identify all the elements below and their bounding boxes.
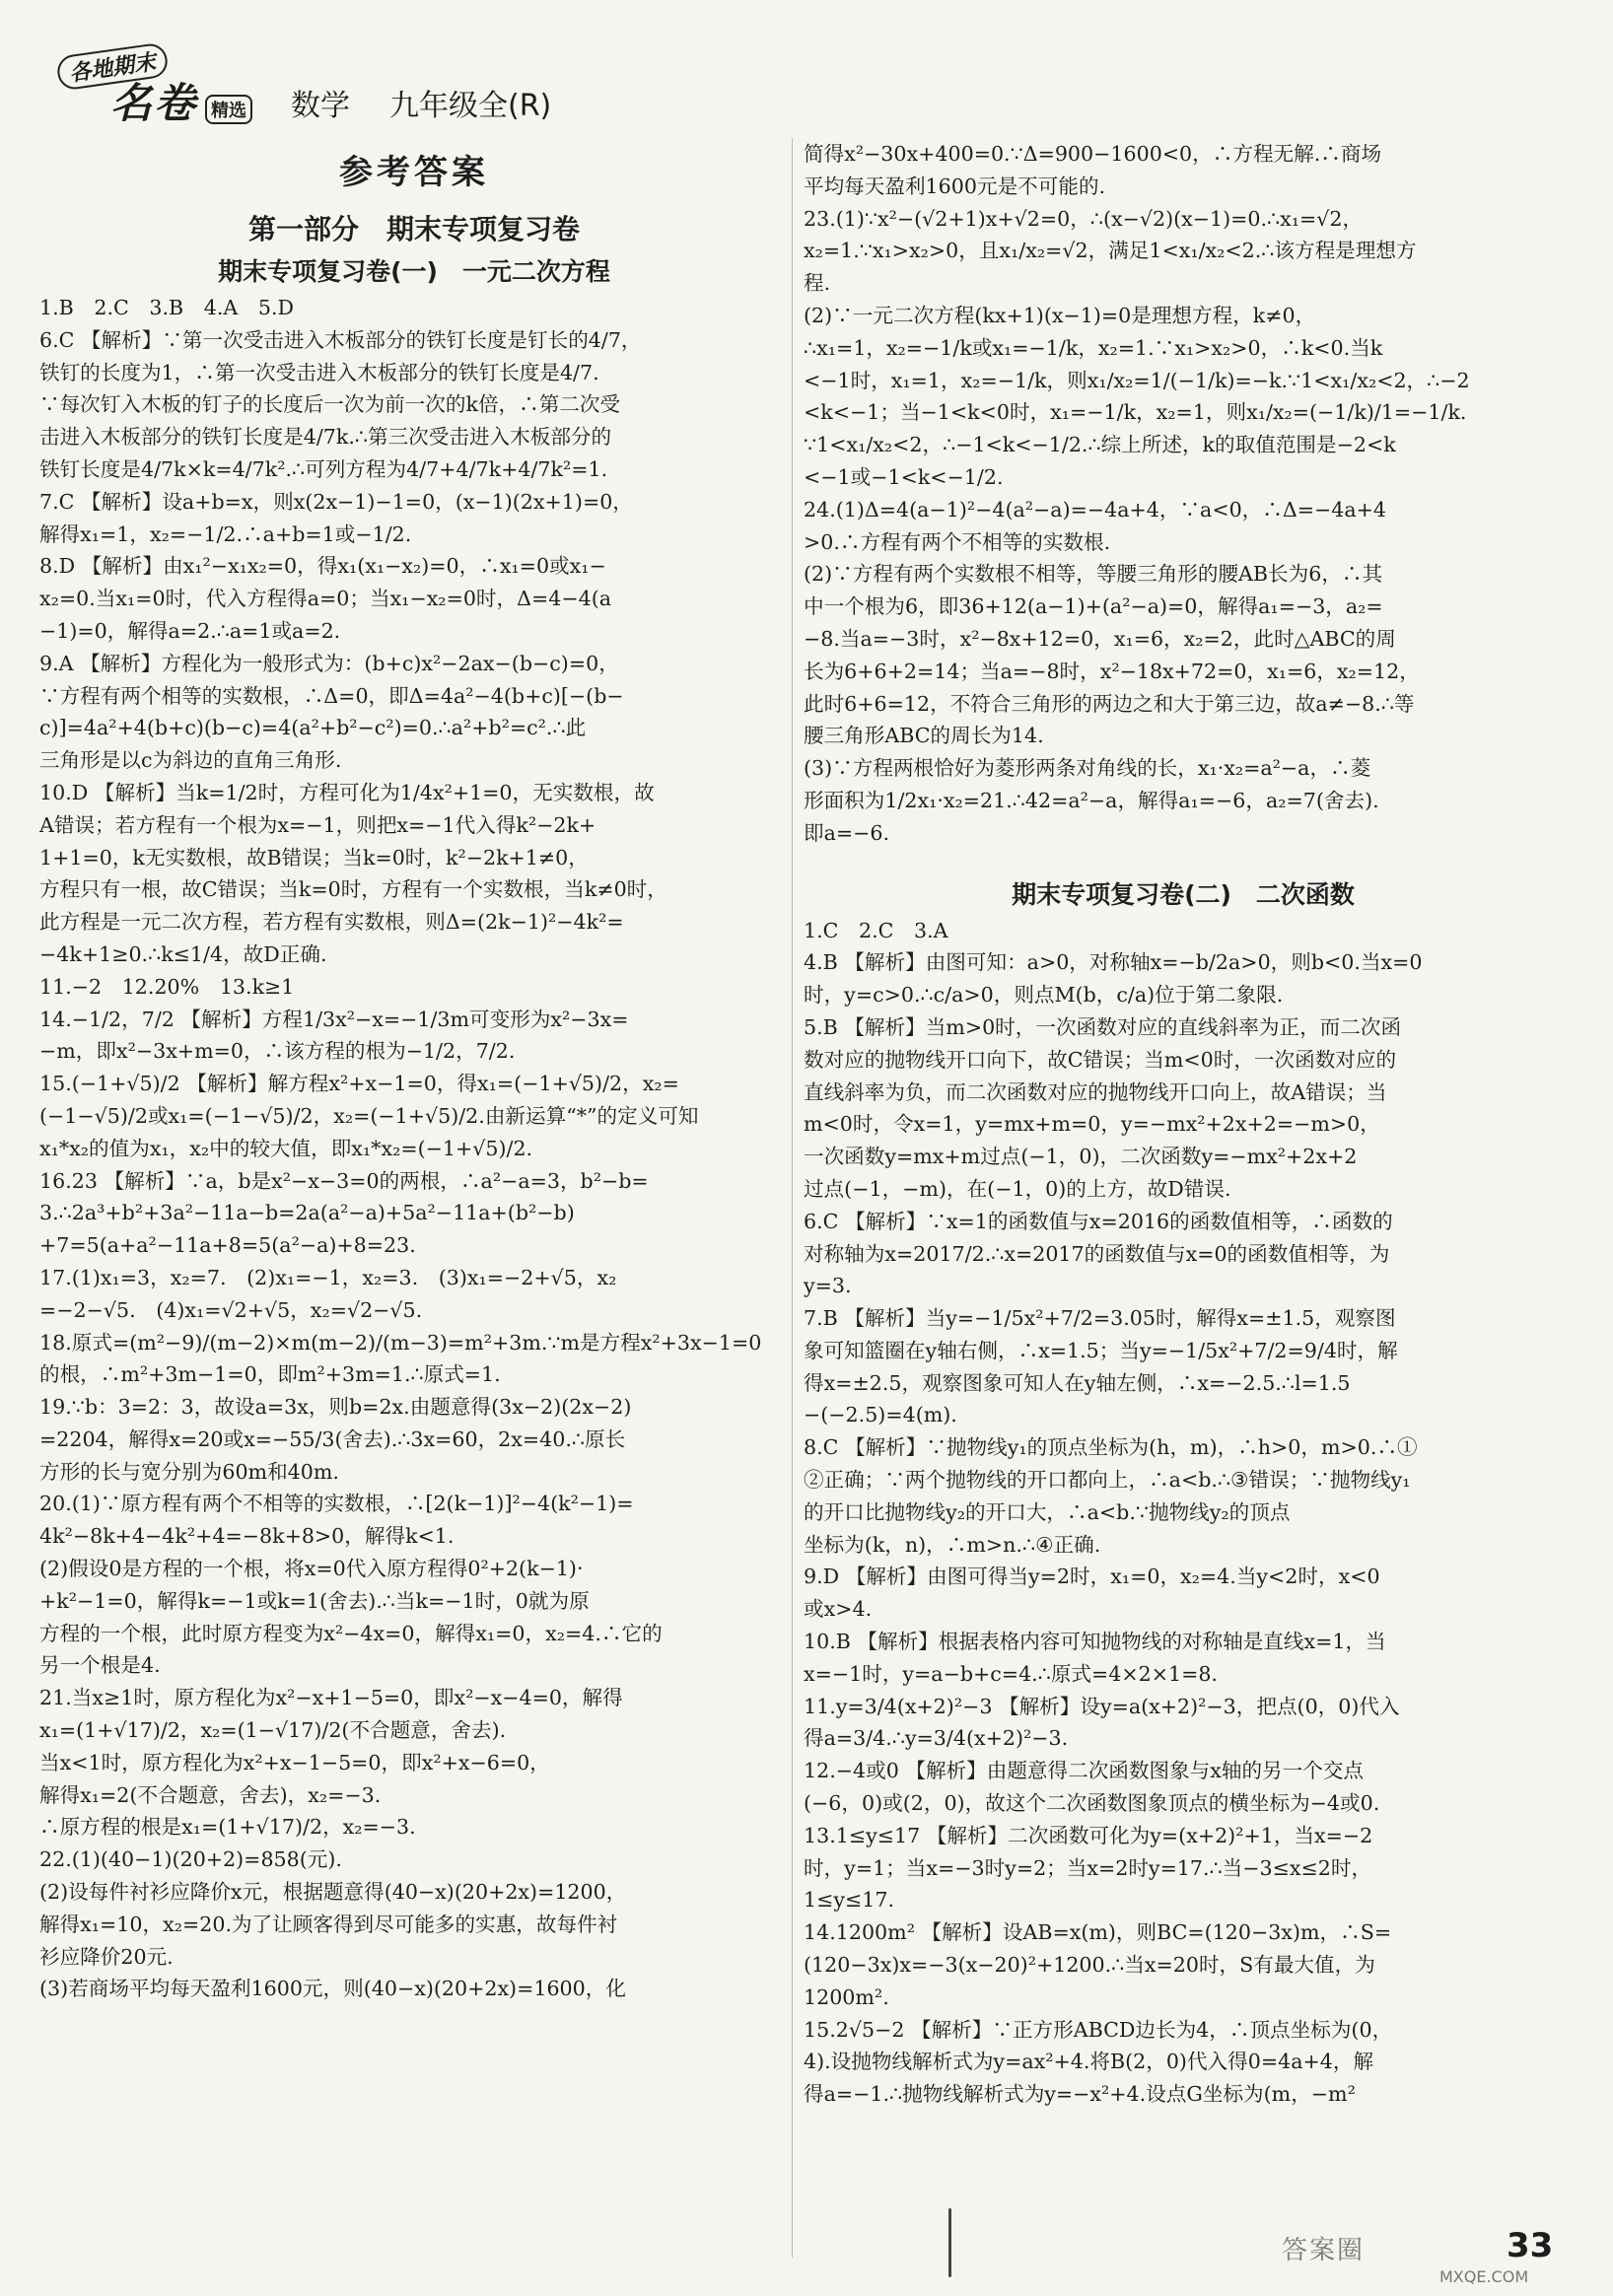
right-answer-body-1 (804, 138, 1563, 850)
section-spacer (804, 850, 1563, 875)
answer-line: 11.−2 12.20% 13.k≥1 (39, 974, 295, 999)
answer-line: 直线斜率为负，而二次函数对应的抛物线开口向上，故A错误；当 (804, 1079, 1387, 1104)
answer-line: 21.当x≥1时，原方程化为x²−x+1−5=0，即x²−x−4=0，解得 (39, 1686, 623, 1710)
answer-line: −(−2.5)=4(m). (804, 1403, 957, 1427)
answer-line: 解得x₁=10，x₂=20.为了让顾客得到尽可能多的实惠，故每件衬 (39, 1912, 618, 1936)
answer-line: −1)=0，解得a=2.∴a=1或a=2. (39, 618, 341, 643)
answer-line: 7.C 【解析】设a+b=x，则x(2x−1)−1=0，(x−1)(2x+1)=0， (39, 489, 633, 514)
answer-line: ∴原方程的根是x₁=(1+√17)/2，x₂=−3. (39, 1815, 416, 1840)
answer-line: 5.B 【解析】当m>0时，一次函数对应的直线斜率为正，而二次函 (804, 1014, 1402, 1039)
answer-line: 三角形是以c为斜边的直角三角形. (39, 748, 342, 773)
answer-line: <−1或−1<k<−1/2. (804, 464, 1004, 489)
answer-line: 击进入木板部分的铁钉长度是4/7k.∴第三次受击进入木板部分的 (39, 425, 612, 450)
answer-line: 11.y=3/4(x+2)²−3 【解析】设y=a(x+2)²−3，把点(0，0)代入 (804, 1694, 1400, 1718)
answer-line: 数对应的抛物线开口向下，故C错误；当m<0时，一次函数对应的 (804, 1047, 1397, 1072)
answer-line: 衫应降价20元. (39, 1944, 174, 1969)
answer-line: 13.1≤y≤17 【解析】二次函数可化为y=(x+2)²+1，当x=−2 (804, 1823, 1373, 1847)
column-divider (792, 138, 793, 2258)
answer-line: (2)假设0是方程的一个根，将x=0代入原方程得0²+2(k−1)· (39, 1557, 584, 1581)
answer-line: (2)∵方程有两个实数根不相等，等腰三角形的腰AB长为6，∴其 (804, 562, 1383, 587)
answer-line: y=3. (804, 1274, 852, 1298)
answer-line: >0.∴方程有两个不相等的实数根. (804, 529, 1111, 554)
answer-line: 一次函数y=mx+m过点(−1，0)，二次函数y=−mx²+2x+2 (804, 1145, 1358, 1169)
answer-line: 时，y=1；当x=−3时y=2；当x=2时y=17.∴当−3≤x≤2时， (804, 1855, 1372, 1880)
answer-line: 3.∴2a³+b²+3a²−11a−b=2a(a²−a)+5a²−11a+(b²−b) (39, 1201, 575, 1225)
answer-line: 长为6+6+2=14；当a=−8时，x²−18x+72=0，x₁=6，x₂=12， (804, 659, 1420, 683)
right-answer-body-2 (804, 915, 1563, 2111)
watermark-text: 答案圈 (1282, 2236, 1366, 2265)
answer-line: x₂=1.∵x₁>x₂>0，且x₁/x₂=√2，满足1<x₁/x₂<2.∴该方程是理想方 (804, 239, 1417, 263)
answer-line: c)]=4a²+4(b+c)(b−c)=4(a²+b²−c²)=0.∴a²+b²=c².∴此 (39, 716, 587, 740)
answer-line: −8.当a=−3时，x²−8x+12=0，x₁=6，x₂=2，此时△ABC的周 (804, 626, 1396, 651)
answer-line: 1≤y≤17. (804, 1888, 894, 1913)
answer-line: 此方程是一元二次方程，若方程有实数根，则Δ=(2k−1)²−4k²= (39, 910, 624, 935)
answer-line: −m，即x²−3x+m=0，∴该方程的根为−1/2，7/2. (39, 1039, 516, 1064)
answer-line: 1200m². (804, 1984, 889, 2009)
header-grade: 九年级全(R) (389, 89, 552, 123)
answer-line: 即a=−6. (804, 820, 890, 845)
answer-line: 中一个根为6，即36+12(a−1)+(a²−a)=0，解得a₁=−3，a₂= (804, 594, 1383, 619)
answer-line: 10.B 【解析】根据表格内容可知抛物线的对称轴是直线x=1，当 (804, 1630, 1386, 1654)
answer-line: 铁钉长度是4/7k×k=4/7k².∴可列方程为4/7+4/7k+4/7k²=1. (39, 456, 608, 481)
answer-line: 此时6+6=12，不符合三角形的两边之和大于第三边，故a≠−8.∴等 (804, 691, 1415, 716)
answer-line: A错误；若方程有一个根为x=−1，则把x=−1代入得k²−2k+ (39, 812, 596, 837)
answer-line: −4k+1≥0.∴k≤1/4，故D正确. (39, 941, 327, 966)
answer-line: 的开口比抛物线y₂的开口大，∴a<b.∵抛物线y₂的顶点 (804, 1499, 1291, 1524)
logo-main-text: 名卷 (110, 79, 198, 127)
answer-line: x₁=(1+√17)/2，x₂=(1−√17)/2(不合题意，舍去). (39, 1718, 507, 1743)
answer-line: 4k²−8k+4−4k²+4=−8k+8>0，解得k<1. (39, 1524, 455, 1549)
answer-line: (2)∵一元二次方程(kx+1)(x−1)=0是理想方程，k≠0， (804, 303, 1316, 327)
answer-line: 19.∵b：3=2：3，故设a=3x，则b=2x.由题意得(3x−2)(2x−2) (39, 1395, 632, 1420)
answer-line: 得x=±2.5，观察图象可知人在y轴左侧，∴x=−2.5.∴l=1.5 (804, 1370, 1351, 1395)
answer-line: 6.C 【解析】∵第一次受击进入木板部分的铁钉长度是钉长的4/7， (39, 327, 642, 352)
answer-line: 23.(1)∵x²−(√2+1)x+√2=0，∴(x−√2)(x−1)=0.∴x₁=√2， (804, 206, 1364, 231)
answer-line: 时，y=c>0.∴c/a>0，则点M(b，c/a)位于第二象限. (804, 983, 1284, 1008)
answer-line: =−2−√5. (4)x₁=√2+√5，x₂=√2−√5. (39, 1297, 423, 1322)
answer-line: 解得x₁=1，x₂=−1/2.∴a+b=1或−1/2. (39, 522, 412, 546)
answer-line: 4.B 【解析】由图可知：a>0，对称轴x=−b/2a>0，则b<0.当x=0 (804, 950, 1423, 975)
answer-line: 15.2√5−2 【解析】∵正方形ABCD边长为4，∴顶点坐标为(0， (804, 2017, 1393, 2042)
answer-line: (−1−√5)/2或x₁=(−1−√5)/2，x₂=(−1+√5)/2.由新运算“*”的定义可知 (39, 1103, 699, 1128)
answer-line: 方形的长与宽分别为60m和40m. (39, 1459, 339, 1484)
answer-line: 20.(1)∵原方程有两个不相等的实数根，∴[2(k−1)]²−4(k²−1)= (39, 1492, 634, 1516)
answer-line: 8.D 【解析】由x₁²−x₁x₂=0，得x₁(x₁−x₂)=0，∴x₁=0或x₁− (39, 554, 606, 579)
answer-line: (120−3x)x=−3(x−20)²+1200.∴当x=20时，S有最大值，为 (804, 1953, 1375, 1978)
answer-line: 9.A 【解析】方程化为一般形式为：(b+c)x²−2ax−(b−c)=0， (39, 651, 619, 675)
answer-line: 18.原式=(m²−9)/(m−2)×m(m−2)/(m−3)=m²+3m.∵m是方程x²+3x−1=0 (39, 1330, 762, 1355)
answer-line: 17.(1)x₁=3，x₂=7. (2)x₁=−1，x₂=3. (3)x₁=−2+√5，x₂ (39, 1265, 617, 1289)
answer-line: 解得x₁=2(不合题意，舍去)，x₂=−3. (39, 1782, 382, 1807)
page-title: 参考答案 (339, 153, 489, 192)
answer-line: 腰三角形ABC的周长为14. (804, 724, 1044, 748)
answer-line: 程. (804, 271, 831, 296)
answer-line: 或x>4. (804, 1597, 873, 1622)
answer-line: 1.C 2.C 3.A (804, 918, 948, 942)
section-title-2: 期末专项复习卷(二) 二次函数 (1012, 879, 1355, 909)
answer-line: 4).设抛物线解析式为y=ax²+4.将B(2，0)代入得0=4a+4，解 (804, 2050, 1374, 2074)
answer-line: <−1时，x₁=1，x₂=−1/k，则x₁/x₂=1/(−1/k)=−k.∵1<x₁/x₂<2，∴−2 (804, 368, 1470, 392)
answer-line: 铁钉的长度为1，∴第一次受击进入木板部分的铁钉长度是4/7. (39, 360, 599, 384)
left-answer-body (39, 292, 789, 2005)
page-number: 33 (1507, 2226, 1554, 2265)
answer-line: ②正确；∵两个抛物线的开口都向上，∴a<b.∴③错误；∵抛物线y₁ (804, 1468, 1411, 1493)
answer-line: ∴x₁=1，x₂=−1/k或x₁=−1/k，x₂=1.∵x₁>x₂>0，∴k<0.当k (804, 335, 1383, 360)
answer-line: 平均每天盈利1600元是不可能的. (804, 174, 1106, 198)
answer-line: x=−1时，y=a−b+c=4.∴原式=4×2×1=8. (804, 1661, 1218, 1686)
logo-sub-text: 精选 (205, 95, 252, 124)
binding-mark (948, 2208, 951, 2277)
answer-line: =2204，解得x=20或x=−55/3(舍去).∴3x=60，2x=40.∴原长 (39, 1426, 626, 1451)
answer-line: 过点(−1，−m)，在(−1，0)的上方，故D错误. (804, 1176, 1231, 1201)
answer-line: 1+1=0，k无实数根，故B错误；当k=0时，k²−2k+1≠0， (39, 845, 589, 870)
answer-line: 方程只有一根，故C错误；当k=0时，方程有一个实数根，当k≠0时， (39, 877, 667, 902)
answer-line: 象可知篮圈在y轴右侧，∴x=1.5；当y=−1/5x²+7/2=9/4时，解 (804, 1338, 1398, 1362)
logo-top-text: 各地期末 (55, 41, 170, 91)
answer-line: 方程的一个根，此时原方程变为x²−4x=0，解得x₁=0，x₂=4.∴它的 (39, 1621, 663, 1645)
answer-line: 的根，∴m²+3m−1=0，即m²+3m=1.∴原式=1. (39, 1362, 501, 1387)
header-subject: 数学 (291, 89, 350, 123)
answer-line: 简得x²−30x+400=0.∵Δ=900−1600<0，∴方程无解.∴商场 (804, 142, 1382, 166)
answer-line: 14.1200m² 【解析】设AB=x(m)，则BC=(120−3x)m，∴S= (804, 1920, 1392, 1945)
answer-line: (3)∵方程两根恰好为菱形两条对角线的长，x₁·x₂=a²−a，∴菱 (804, 756, 1371, 781)
right-column (804, 138, 1563, 2111)
answer-line: 16.23 【解析】∵a，b是x²−x−3=0的两根，∴a²−a=3，b²−b= (39, 1168, 649, 1193)
answer-line: 8.C 【解析】∵抛物线y₁的顶点坐标为(h，m)，∴h>0，m>0.∴① (804, 1435, 1418, 1460)
answer-line: <k<−1；当−1<k<0时，x₁=−1/k，x₂=1，则x₁/x₂=(−1/k)/1=−1/k. (804, 400, 1467, 425)
answer-line: 12.−4或0 【解析】由题意得二次函数图象与x轴的另一个交点 (804, 1759, 1365, 1783)
answer-line: (−6，0)或(2，0)，故这个二次函数图象顶点的横坐标为−4或0. (804, 1791, 1380, 1816)
answer-line: 另一个根是4. (39, 1653, 161, 1678)
section-title-1: 期末专项复习卷(一) 一元二次方程 (218, 257, 610, 286)
left-column (39, 138, 789, 2005)
answer-line: +k²−1=0，解得k=−1或k=1(舍去).∴当k=−1时，0就为原 (39, 1588, 590, 1613)
answer-line: ∵1<x₁/x₂<2，∴−1<k<−1/2.∴综上所述，k的取值范围是−2<k (804, 433, 1396, 457)
answer-line: 当x<1时，原方程化为x²+x−1−5=0，即x²+x−6=0， (39, 1750, 550, 1774)
answer-line: (3)若商场平均每天盈利1600元，则(40−x)(20+2x)=1600，化 (39, 1977, 626, 2001)
answer-line: ∵方程有两个相等的实数根，∴Δ=0，即Δ=4a²−4(b+c)[−(b− (39, 683, 624, 708)
answer-line: ∵每次钉入木板的钉子的长度后一次为前一次的k倍，∴第二次受 (39, 392, 621, 417)
answer-line: 9.D 【解析】由图可得当y=2时，x₁=0，x₂=4.当y<2时，x<0 (804, 1565, 1380, 1589)
book-logo (57, 48, 264, 127)
answer-line: 形面积为1/2x₁·x₂=21.∴42=a²−a，解得a₁=−6，a₂=7(舍去). (804, 788, 1379, 812)
answer-line: x₁*x₂的值为x₁，x₂中的较大值，即x₁*x₂=(−1+√5)/2. (39, 1136, 533, 1160)
answer-line: 6.C 【解析】∵x=1的函数值与x=2016的函数值相等，∴函数的 (804, 1209, 1393, 1233)
answer-line: 22.(1)(40−1)(20+2)=858(元). (39, 1847, 342, 1872)
answer-line: m<0时，令x=1，y=mx+m=0，y=−mx²+2x+2=−m>0， (804, 1112, 1380, 1137)
part-title: 第一部分 期末专项复习卷 (247, 213, 580, 245)
answer-line: 对称轴为x=2017/2.∴x=2017的函数值与x=0的函数值相等，为 (804, 1241, 1390, 1266)
answer-line: x₂=0.当x₁=0时，代入方程得a=0；当x₁−x₂=0时，Δ=4−4(a (39, 587, 612, 611)
answer-line: +7=5(a+a²−11a+8=5(a²−a)+8=23. (39, 1233, 416, 1258)
answer-line: 24.(1)Δ=4(a−1)²−4(a²−a)=−4a+4，∵a<0，∴Δ=−4a+4 (804, 497, 1386, 522)
answer-line: 1.B 2.C 3.B 4.A 5.D (39, 296, 295, 319)
answer-line: 10.D 【解析】当k=1/2时，方程可化为1/4x²+1=0，无实数根，故 (39, 780, 655, 804)
page-header (39, 37, 1578, 136)
answer-line: 7.B 【解析】当y=−1/5x²+7/2=3.05时，解得x=±1.5，观察图 (804, 1306, 1396, 1331)
watermark-url: MXQE.COM (1439, 2267, 1529, 2286)
answer-line: (2)设每件衬衫应降价x元，根据题意得(40−x)(20+2x)=1200， (39, 1880, 627, 1905)
answer-line: 15.(−1+√5)/2 【解析】解方程x²+x−1=0，得x₁=(−1+√5)/2，x₂= (39, 1072, 679, 1096)
answer-line: 得a=−1.∴抛物线解析式为y=−x²+4.设点G坐标为(m，−m² (804, 2082, 1356, 2107)
answer-line: 坐标为(k，n)，∴m>n.∴④正确. (804, 1532, 1101, 1557)
answer-line: 得a=3/4.∴y=3/4(x+2)²−3. (804, 1726, 1069, 1751)
answer-line: 14.−1/2，7/2 【解析】方程1/3x²−x=−1/3m可变形为x²−3x= (39, 1007, 629, 1031)
